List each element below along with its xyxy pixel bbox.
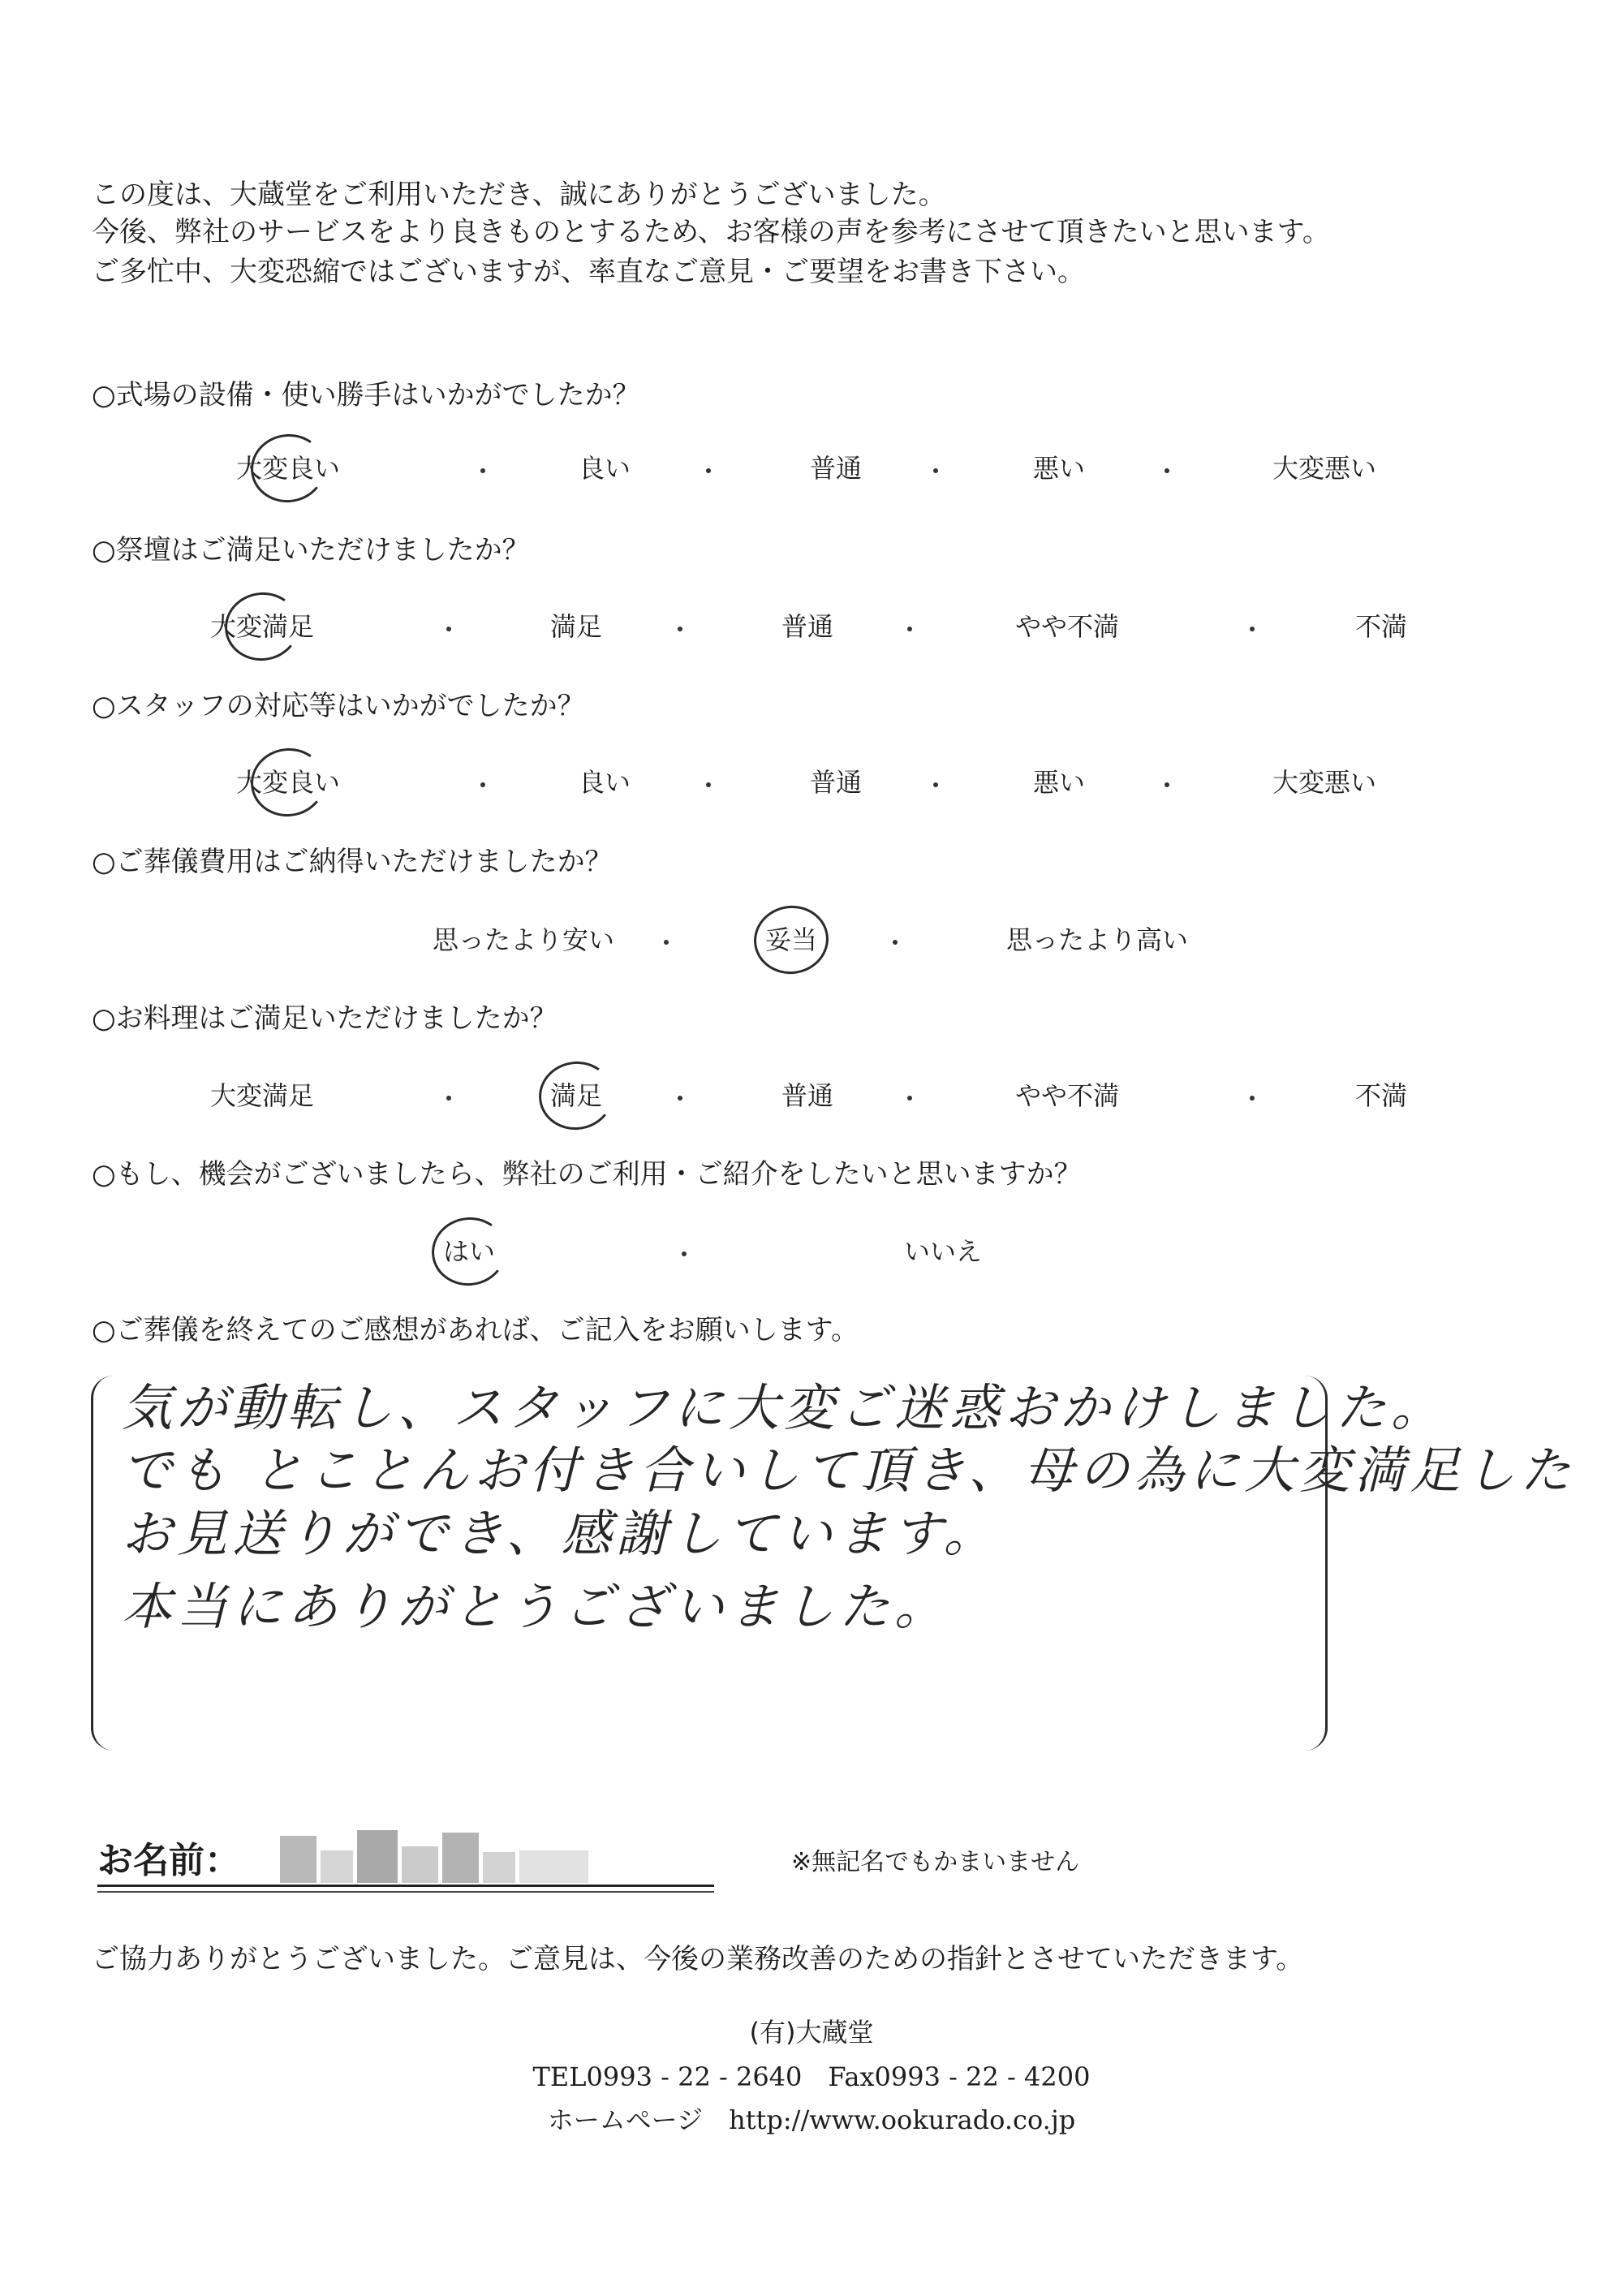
comment-line: 気が動転し、スタッフに大変ご迷惑おかけしました。 (122, 1378, 1447, 1437)
question-food: ○お料理はご満足いただけましたか？ (92, 1002, 558, 1035)
thanks-text: ご協力ありがとうございました。ご意見は、今後の業務改善のための指針とさせていただきます。 (92, 1943, 1304, 1975)
separator-dot (678, 627, 682, 631)
separator-dot (933, 782, 938, 787)
separator-dot (706, 468, 711, 473)
option-venue-very-bad[interactable]: 大変悪い (1272, 453, 1377, 484)
separator-dot (678, 1096, 682, 1101)
option-recommend-yes[interactable]: はい (442, 1236, 496, 1267)
separator-dot (907, 627, 912, 631)
separator-dot (664, 940, 669, 945)
question-venue: ○式場の設備・使い勝手はいかがでしたか？ (92, 379, 640, 411)
footer-phone-fax: TEL0993 - 22 - 2640 Fax0993 - 22 - 4200 (532, 2061, 1091, 2092)
intro-line-1: この度は、大蔵堂をご利用いただき、誠にありがとうございました。 (92, 179, 946, 211)
separator-dot (446, 1096, 451, 1101)
option-venue-normal[interactable]: 普通 (809, 453, 863, 484)
option-venue-very-good[interactable]: 大変良い (235, 453, 341, 484)
question-cost: ○ご葬儀費用はご納得いただけましたか？ (92, 846, 613, 878)
separator-dot (682, 1251, 687, 1256)
option-recommend-no[interactable]: いいえ (903, 1236, 983, 1267)
question-staff: ○スタッフの対応等はいかがでしたか？ (92, 690, 585, 722)
question-altar: ○祭壇はご満足いただけましたか？ (92, 534, 530, 566)
option-cost-cheaper[interactable]: 思ったより安い (432, 924, 615, 955)
separator-dot (933, 468, 938, 473)
option-staff-very-bad[interactable]: 大変悪い (1272, 767, 1377, 798)
separator-dot (1250, 1096, 1255, 1101)
option-food-somewhat-dissatisfied[interactable]: やや不満 (1014, 1080, 1120, 1111)
name-underline (97, 1885, 714, 1887)
option-altar-satisfied[interactable]: 満足 (549, 611, 603, 642)
option-venue-good[interactable]: 良い (578, 453, 631, 484)
option-altar-dissatisfied[interactable]: 不満 (1354, 611, 1408, 642)
comment-line: お見送りができ、感謝しています。 (122, 1504, 999, 1563)
intro-line-3: ご多忙中、大変恐縮ではございますが、率直なご意見・ご要望をお書き下さい。 (92, 256, 1085, 288)
option-staff-good[interactable]: 良い (578, 767, 631, 798)
option-altar-very-satisfied[interactable]: 大変満足 (209, 611, 315, 642)
option-staff-very-good[interactable]: 大変良い (235, 767, 341, 798)
option-cost-reasonable[interactable]: 妥当 (764, 924, 818, 955)
separator-dot (1250, 627, 1255, 631)
comment-line: 本当にありがとうございました。 (122, 1577, 950, 1636)
option-food-very-satisfied[interactable]: 大変満足 (209, 1080, 315, 1111)
question-recommend: ○もし、機会がございましたら、弊社のご利用・ご紹介をしたいと思いますか？ (92, 1158, 1082, 1191)
name-label: お名前： (97, 1840, 240, 1881)
name-note: ※無記名でもかまいません (791, 1848, 1080, 1876)
intro-line-2: 今後、弊社のサービスをより良きものとするため、お客様の声を参考にさせて頂きたいと思います。 (92, 216, 1330, 248)
separator-dot (446, 627, 451, 631)
separator-dot (480, 782, 485, 787)
name-underline (97, 1891, 714, 1893)
comment-line: でも とことんお付き合いして頂き、母の為に大変満足した (122, 1441, 1576, 1500)
option-venue-bad[interactable]: 悪い (1032, 453, 1086, 484)
separator-dot (480, 468, 485, 473)
option-food-satisfied[interactable]: 満足 (549, 1080, 603, 1111)
separator-dot (893, 940, 898, 945)
option-altar-normal[interactable]: 普通 (781, 611, 834, 642)
option-altar-somewhat-dissatisfied[interactable]: やや不満 (1014, 611, 1120, 642)
footer-company: (有)大蔵堂 (749, 2017, 874, 2048)
separator-dot (1165, 782, 1169, 787)
comment-prompt: ○ご葬儀を終えてのご感想があれば、ご記入をお願いします。 (92, 1314, 859, 1346)
separator-dot (706, 782, 711, 787)
separator-dot (907, 1096, 912, 1101)
separator-dot (1165, 468, 1169, 473)
footer-homepage[interactable]: ホームページ http://www.ookurado.co.jp (547, 2104, 1076, 2135)
option-cost-more-expensive[interactable]: 思ったより高い (1005, 924, 1189, 955)
option-food-normal[interactable]: 普通 (781, 1080, 834, 1111)
option-food-dissatisfied[interactable]: 不満 (1354, 1080, 1408, 1111)
option-staff-normal[interactable]: 普通 (809, 767, 863, 798)
option-staff-bad[interactable]: 悪い (1032, 767, 1086, 798)
